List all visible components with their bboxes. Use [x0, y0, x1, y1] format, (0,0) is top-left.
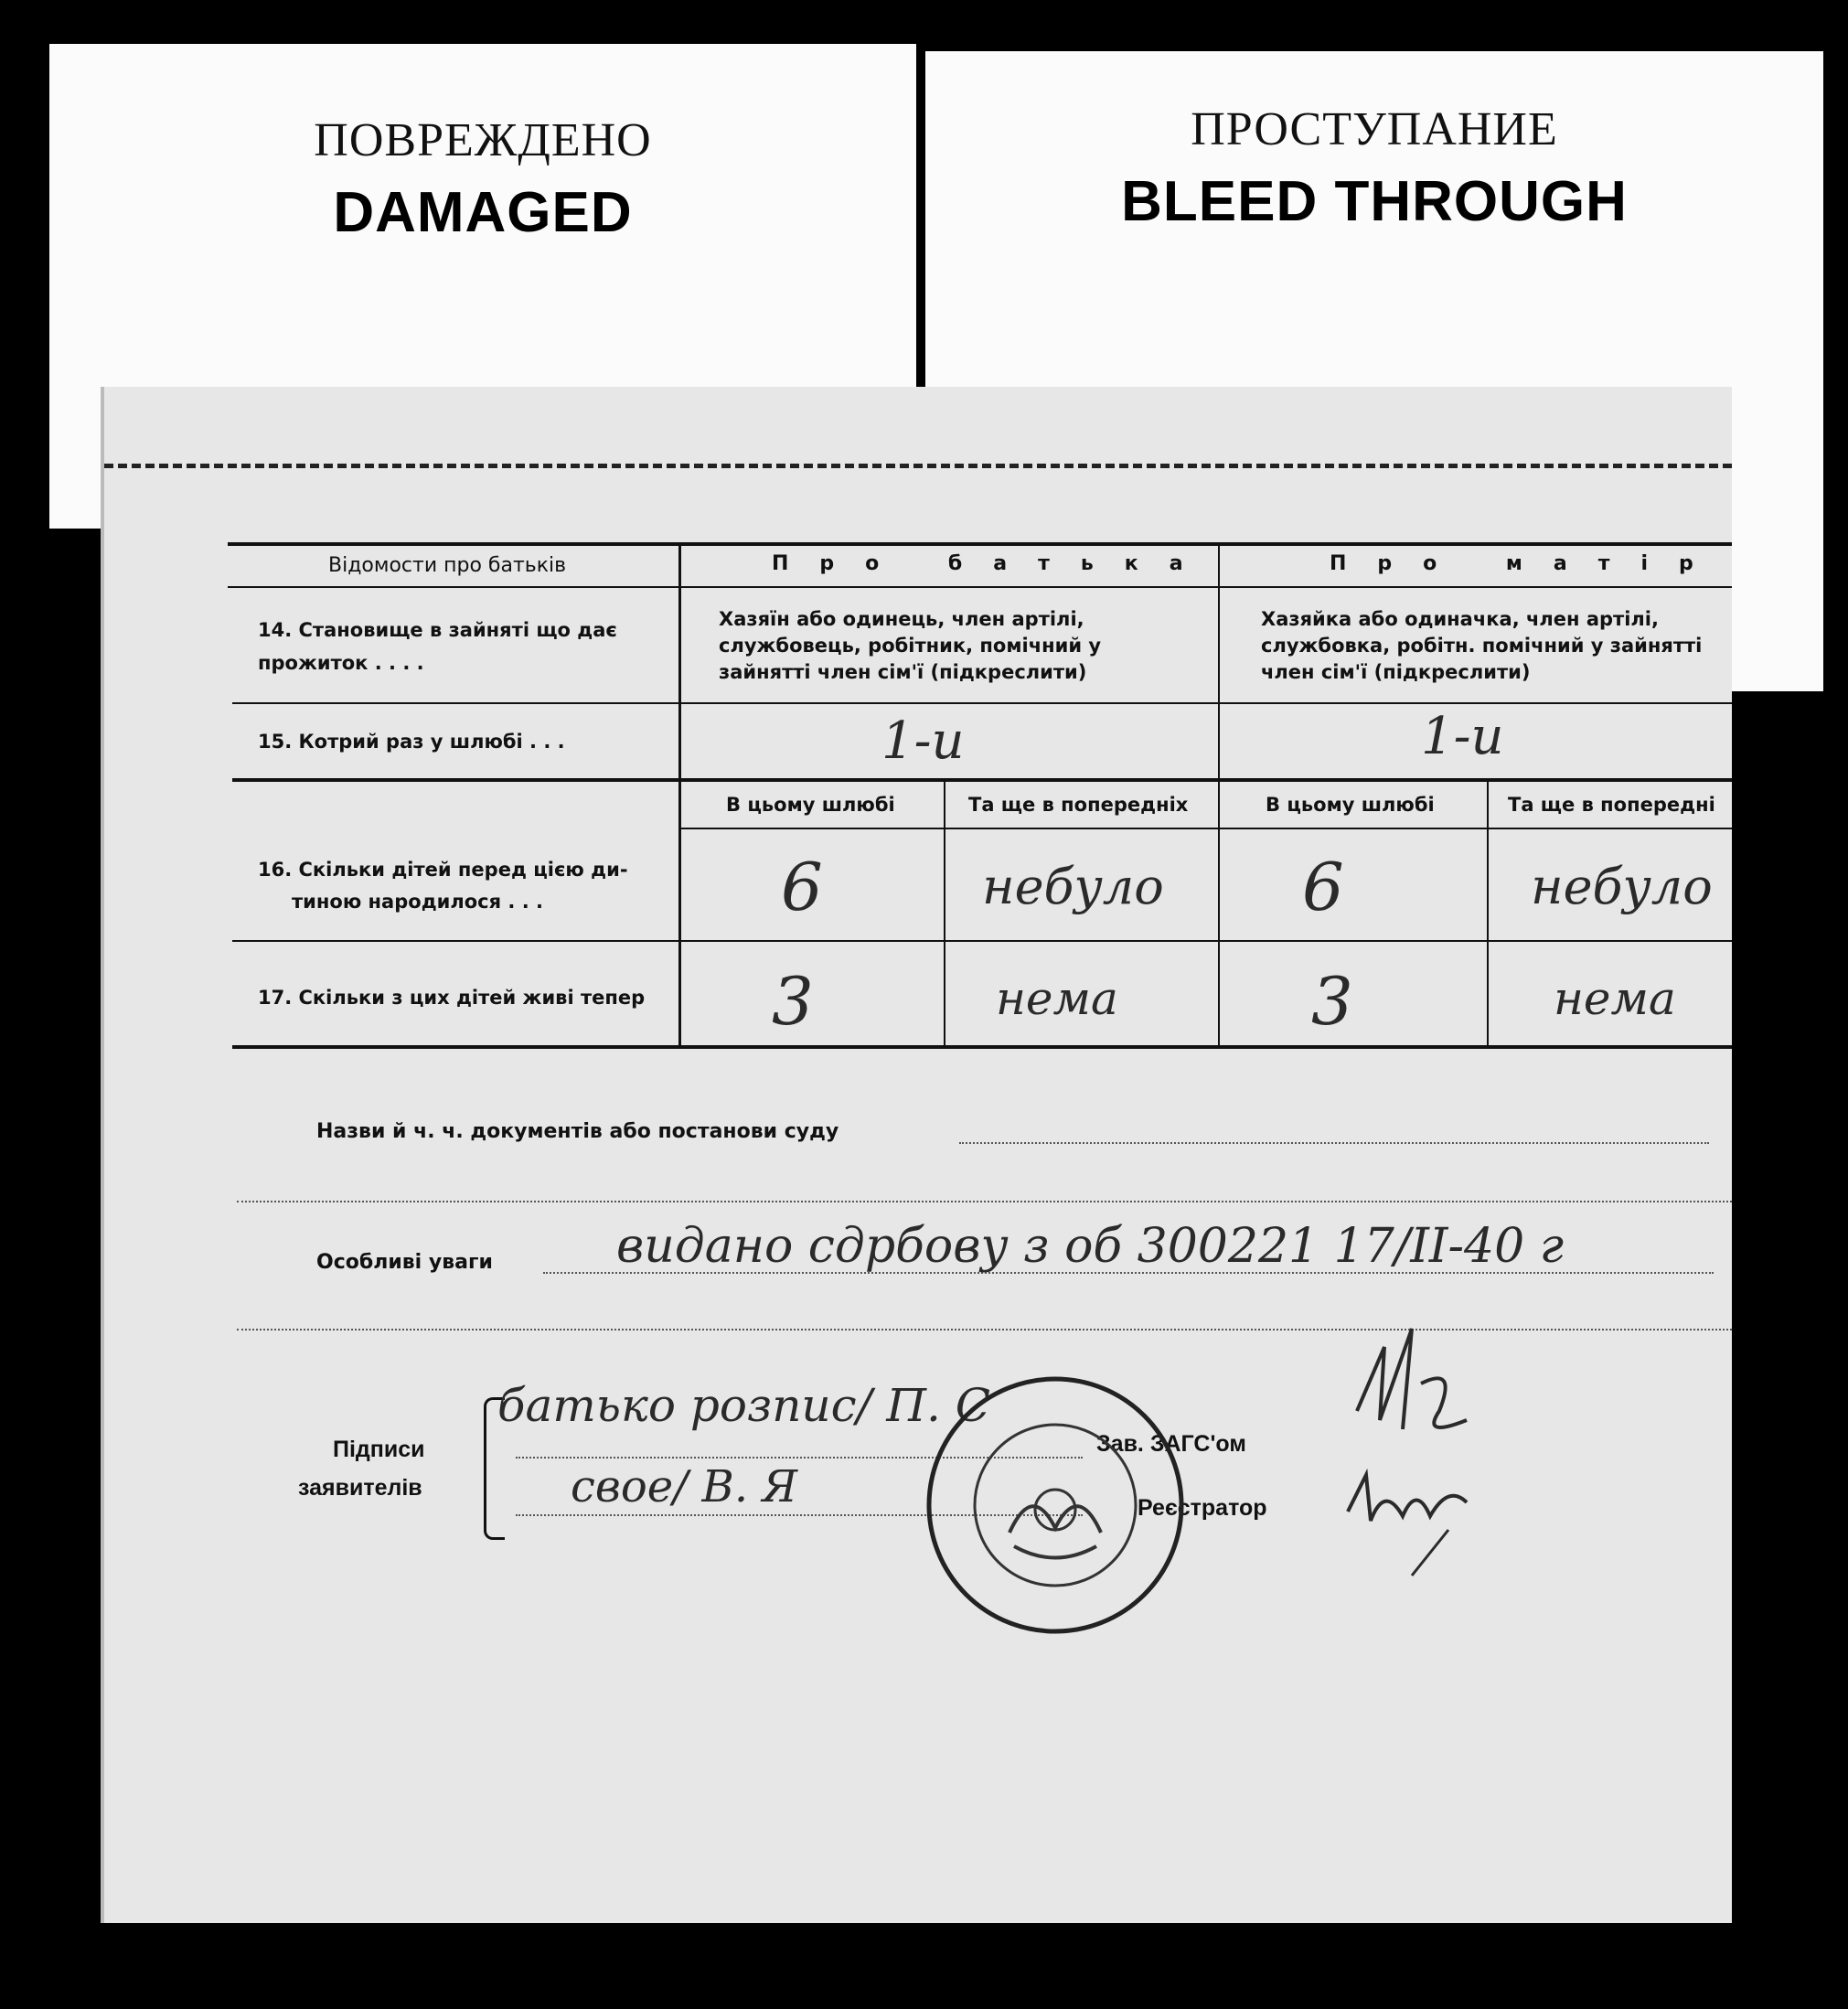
registrar-signature-icon [1330, 1310, 1512, 1585]
header-parents-info: Відомости про батьків [328, 554, 567, 577]
row17-father-this-value: 3 [772, 963, 814, 1040]
row15-rule [232, 778, 1732, 782]
col-divider-father-sub [944, 780, 945, 1047]
header-about-father: Про батька [772, 552, 1214, 575]
row15-mother-value: 1-и [1421, 707, 1504, 766]
row14-rule [232, 702, 1732, 704]
row16-mother-this-value: 6 [1302, 849, 1344, 925]
col-divider-1 [678, 542, 681, 1047]
row17-label: 17. Скільки з цих дітей живі тепер [258, 987, 646, 1009]
subheader-mother-this-marriage: В цьому шлюбі [1266, 794, 1435, 816]
row14-father-options: Хазяїн або одинець, член артілі, службовець, робітник, помічний у зайнятті член сім'ї (підкреслити) [719, 608, 1102, 683]
damaged-label-en: DAMAGED [333, 181, 633, 244]
row15-father-value: 1-и [881, 711, 965, 771]
row17-father-prev-value: нема [996, 972, 1118, 1025]
row14-mother-options: Хазяйка або одиначка, член артілі, службовка, робітн. помічний у зайнятті член сім'ї (підкреслити) [1261, 608, 1703, 683]
row16-mother-prev-value: небуло [1531, 858, 1713, 915]
documents-field-label: Назви й ч. ч. документів або постанови суду [316, 1120, 839, 1143]
row16-label-line1: 16. Скільки дітей перед цією ди- [258, 859, 628, 881]
row15-label: 15. Котрий раз у шлюбі . . . [258, 731, 565, 753]
father-signature: батько розпис/ П. С [497, 1379, 990, 1432]
documents-field-line [959, 1142, 1709, 1144]
col-divider-mother-sub [1487, 780, 1489, 1047]
mother-signature: свое/ В. Я [571, 1461, 798, 1512]
row17-mother-this-value: 3 [1311, 963, 1353, 1040]
row16-label-line2: тиною народилося . . . [292, 891, 543, 913]
birth-record-form [101, 387, 1732, 1923]
header-rule [228, 586, 1732, 588]
signatures-label-1: Підписи [333, 1437, 425, 1462]
subheader-mother-previous: Та ще в попередні [1508, 794, 1715, 816]
head-of-registry-label: Зав. ЗАГС'ом [1096, 1431, 1246, 1457]
signatures-label-2: заявителів [298, 1475, 422, 1501]
row16-father-this-value: 6 [781, 849, 823, 925]
remarks-field-label: Особливі уваги [316, 1251, 493, 1274]
col-divider-2 [1218, 542, 1220, 1047]
perforation-line [104, 464, 1732, 468]
bleed-label-ru: ПРОСТУПАНИЕ [1191, 103, 1558, 155]
row17-mother-prev-value: нема [1554, 972, 1676, 1025]
row14-label: 14. Становище в зайняті що дає прожиток . . . . [258, 619, 617, 674]
registrar-label: Реєстратор [1138, 1495, 1267, 1521]
bleed-label-en: BLEED THROUGH [1121, 170, 1628, 233]
table-bottom-rule [232, 1045, 1732, 1049]
header-about-mother: Про матір [1330, 552, 1725, 575]
subheader-rule [680, 828, 1732, 829]
row16-rule [232, 940, 1732, 942]
subheader-father-this-marriage: В цьому шлюбі [726, 794, 895, 816]
subheader-father-previous: Та ще в попередніх [968, 794, 1189, 816]
table-top-rule [228, 542, 1732, 546]
damaged-label-ru: ПОВРЕЖДЕНО [314, 114, 652, 166]
official-stamp-icon [923, 1373, 1188, 1638]
documents-field-line-2 [237, 1201, 1732, 1202]
row16-father-prev-value: небуло [982, 858, 1164, 915]
remarks-handwritten-value: видано сдрбову з об 300221 17/II-40 г [616, 1219, 1564, 1274]
